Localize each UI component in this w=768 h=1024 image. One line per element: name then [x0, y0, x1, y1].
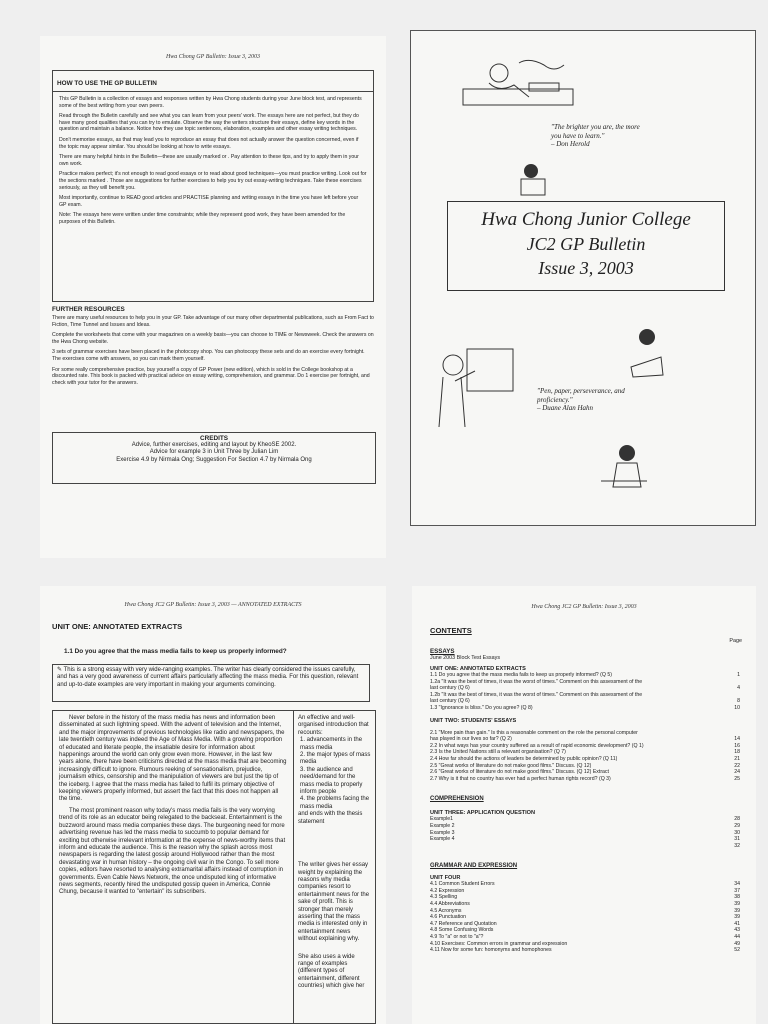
toc-entry-title: 1.2a "It was the best of times, it was the worst of times." Comment on this assessment of the: [430, 678, 643, 685]
toc-page-number: [724, 730, 740, 737]
girl-writing-illustration: [517, 161, 551, 201]
how-to-paragraph: There are many helpful hints in the Bulletin—these are usually marked or . Pay attention to these tips, and try to apply them in your own work.: [59, 154, 359, 167]
further-paragraphs: [52, 315, 374, 386]
toc-row: [430, 743, 740, 750]
unit-one-question: 1.1 Do you agree that the mass media fails to keep us properly informed?: [64, 648, 287, 655]
note-1-items: [298, 737, 371, 811]
toc-entry-title: last century (Q 6): [430, 685, 470, 692]
how-to-paragraph: Note: The essays here were written under time constraints; while they represent good work, they have been amended for the purposes of this Bulletin.: [59, 212, 346, 225]
toc-page-number: 4: [737, 685, 740, 692]
intro-text: This is a strong essay with very wide-ranging examples. The writer has clearly considered the issues carefully, and has a very good awareness of current affairs particularly affecting the mass media. For this question, relevant and up-to-date examples are very important in making your arguments convincing.: [57, 667, 359, 688]
toc-row: [430, 749, 740, 756]
toc-entry-title: 2.1 "More pain than gain." Is this a reasonable comment on the role the personal computer: [430, 729, 638, 736]
toc-row: [430, 888, 740, 895]
toc-entry-title: has played in our lives so far? (Q 2): [430, 736, 512, 743]
toc-page-number: 21: [734, 755, 740, 762]
toc-entry-title: 2.6 "Great works of literature do not make good films." Discuss. (Q 12) Extract: [430, 769, 609, 776]
note-1-item: 2. the major types of mass media: [300, 752, 371, 766]
toc-entry-title: 1.3 "Ignorance is bliss." Do you agree? (Q 8): [430, 704, 533, 711]
quote-2: [537, 387, 647, 413]
essay-body-1: Never before in the history of the mass media has news and information been disseminated at such lightning speed. With the advent of television and the Internet, and the major improvements of previous technologies like radio and newspapers, the late twentieth century was indeed the Age of Mass Media. With a growing proportion of educated and literate people, the insatiable desire for information about happenings around the world can only grow even more. However, in the last few years alone, there have been criticisms directed at the mass media that are becoming increasingly difficult to ignore. Rumours reeking of sensationalism, prejudice, journalism ethics, censorship and the manipulation of viewers are but just the tip of the iceberg. I agree that the mass media has failed to fulfil its primary objective of keeping viewers properly informed, but assert the fact that this does not happen all the time.: [59, 715, 287, 803]
reading-boy-illustration: [459, 53, 579, 111]
toc-row: [430, 881, 740, 888]
toc-page-number: 38: [734, 894, 740, 901]
toc-row: [430, 927, 740, 934]
page-contents: [412, 586, 756, 1024]
running-head: Hwa Chong JC2 GP Bulletin: Issue 3, 2003: [531, 604, 637, 610]
toc-entry-title: 2.5 "Great works of literature do not make good films." Discuss. (Q 12): [430, 762, 592, 769]
toc-entry-title: 4.2 Expression: [430, 887, 465, 894]
cover-title-line2: JC2 GP Bulletin: [526, 234, 646, 254]
toc-entry-title: 1.1 Do you agree that the mass media fails to keep us properly informed? (Q 5): [430, 672, 612, 678]
toc-row: [430, 830, 740, 837]
toc-entry-title: Example 3: [430, 829, 455, 836]
unit3-rows: [430, 816, 740, 849]
toc-entry-title: 1.2b "It was the best of times, it was the worst of times." Comment on this assessment of the: [430, 691, 643, 698]
toc-row: [430, 736, 740, 743]
toc-entry-title: 2.7 Why is it that no country has ever had a perfect human rights record? (Q 3): [430, 775, 611, 782]
toc-row: [430, 730, 740, 737]
quote-2-text: "Pen, paper, perseverance, and proficiency.": [537, 387, 625, 404]
toc-row: [430, 692, 740, 699]
pen-icon: ✎: [57, 667, 64, 673]
toc-row: [430, 823, 740, 830]
credits-line: Advice, further exercises, editing and layout by KheoSE 2002.: [131, 442, 297, 448]
toc-page-number: 22: [734, 762, 740, 769]
toc-page-number: 14: [734, 736, 740, 743]
toc-page-number: 24: [734, 769, 740, 776]
contents-title: CONTENTS: [430, 626, 472, 635]
toc-entry-title: 2.3 Is the United Nations still a relevant organisation? (Q 7): [430, 749, 566, 756]
note-1-end: and ends with the thesis statement: [298, 811, 363, 825]
unit4-rows: [430, 881, 740, 954]
toc-page-number: 31: [734, 836, 740, 843]
toc-page-number: 25: [734, 775, 740, 782]
comprehension-heading: COMPREHENSION: [430, 796, 484, 803]
toc-entry-title: Example1: [430, 816, 454, 823]
note-3: She also uses a wide range of examples (different types of entertainment, different countries) which give her: [298, 953, 365, 990]
note-1-item: 3. the audience and need/demand for the mass media to properly inform people: [300, 766, 363, 796]
toc-row: [430, 921, 740, 928]
essays-heading: ESSAYS: [430, 648, 455, 655]
unit1-rows: [430, 672, 740, 712]
essays-sub: June 2003 Block Test Essays: [430, 655, 501, 661]
page-how-to-use: [40, 36, 386, 558]
toc-page-number: 44: [734, 934, 740, 941]
unit4-heading: UNIT FOUR: [430, 875, 461, 882]
toc-page-number: [724, 679, 740, 686]
toc-row: [430, 934, 740, 941]
how-to-paragraphs: [53, 92, 373, 234]
toc-page-number: 52: [734, 947, 740, 954]
toc-row: [430, 816, 740, 823]
toc-page-number: 43: [734, 927, 740, 934]
running-head: Hwa Chong GP Bulletin: Issue 3, 2003: [165, 54, 261, 60]
toc-entry-title: 4.8 Some Confusing Words: [430, 927, 494, 934]
further-paragraph: Complete the worksheets that come with your magazines on a weekly basis—you can choose to TIME or Newsweek. Check the answers on the Hwa Chong website.: [52, 332, 374, 345]
reader-at-desk-illustration: [625, 327, 667, 379]
toc-entry-title: 4.4 Abbreviations: [430, 901, 470, 908]
further-paragraph: For some really comprehensive practice, buy yourself a copy of GP Power (new edition), which is sold in the College bookshop at a discounted rate. This book is packed with practical advice on essay writing, comprehension, and grammar. Do 1 exercise per fortnight, and check with your tutor for the answers.: [52, 366, 370, 386]
toc-row: [430, 679, 740, 686]
toc-page-number: 41: [734, 920, 740, 927]
unit-one-title: UNIT ONE: ANNOTATED EXTRACTS: [52, 622, 183, 631]
toc-row: [430, 894, 740, 901]
grammar-heading: GRAMMAR AND EXPRESSION: [430, 863, 518, 870]
toc-row: [430, 901, 740, 908]
toc-page-number: 39: [734, 901, 740, 908]
toc-entry-title: 4.6 Punctuation: [430, 914, 467, 921]
toc-page-number: 30: [734, 829, 740, 836]
teacher-at-board-illustration: [431, 343, 517, 433]
toc-row: [430, 914, 740, 921]
toc-entry-title: 2.2 In what ways has your country suffered as a result of rapid economic development? (Q 1): [430, 742, 644, 749]
toc-row: [430, 947, 740, 954]
cover-title-box: [447, 201, 725, 291]
unit2-heading: UNIT TWO: STUDENTS' ESSAYS: [430, 717, 517, 724]
toc-row: [430, 941, 740, 948]
credits-title: CREDITS: [199, 435, 229, 442]
toc-page-number: 37: [734, 887, 740, 894]
quote-1: [551, 123, 651, 149]
note-2: The writer gives her essay weight by explaining the reasons why media companies resort to entertainment news for the sake of profit. This is stronger than merely asserting that the mass media is interested only in entertainment news without explaining why.: [298, 862, 370, 943]
toc-page-number: 16: [734, 742, 740, 749]
intro-box: [52, 664, 370, 702]
toc-row: [430, 836, 740, 843]
toc-page-number: 39: [734, 907, 740, 914]
credits-box: [52, 432, 376, 484]
essay-column: [52, 710, 294, 1024]
toc-entry-title: 2.4 How far should the actions of leaders be determined by public opinion? (Q 11): [430, 755, 618, 762]
toc-page-number: 10: [734, 704, 740, 711]
unit2-rows: [430, 730, 740, 783]
toc-entry-title: 4.3 Spelling: [430, 894, 458, 901]
contents-list: [430, 648, 740, 954]
how-to-title: HOW TO USE THE GP BULLETIN: [57, 80, 157, 87]
toc-page-number: 29: [734, 822, 740, 829]
toc-page-number: 28: [734, 816, 740, 823]
toc-row: [430, 685, 740, 692]
how-to-box: [52, 70, 374, 302]
credits-lines: [53, 442, 375, 464]
quote-2-author: – Duane Alan Hahn: [537, 404, 594, 412]
toc-row: [430, 763, 740, 770]
toc-page-number: [724, 692, 740, 699]
note-1-item: 1. advancements in the mass media: [300, 737, 363, 751]
how-to-title-bar: [53, 71, 373, 92]
toc-entry-title: 4.5 Acronyms: [430, 907, 462, 914]
toc-page-number: 34: [734, 881, 740, 888]
toc-page-number: 49: [734, 940, 740, 947]
toc-row: [430, 756, 740, 763]
toc-page-number: 39: [734, 914, 740, 921]
unit3-heading: UNIT THREE: APPLICATION QUESTION: [430, 810, 536, 817]
toc-row: [430, 769, 740, 776]
page-cover: [410, 30, 756, 526]
note-1-intro: An effective and well-organised introduction that recounts:: [298, 715, 369, 736]
toc-page-number: 18: [734, 749, 740, 756]
toc-page-number: 8: [737, 698, 740, 705]
further-paragraph: There are many useful resources to help you in your GP. Take advantage of our many other departmental publications, such as From Fact to Fiction, Time Tunnel and Issues and Ideas.: [52, 315, 374, 328]
toc-entry-title: Example 2: [430, 822, 455, 829]
page-label: Page: [729, 638, 742, 644]
credits-line: Advice for example 3 in Unit Three by Julian Lim: [149, 449, 279, 456]
toc-page-number: 32: [734, 842, 740, 849]
how-to-paragraph: Practice makes perfect; it's not enough to read good essays or to read about good techniques—you must practice writing. Look out for the sections marked . Those are suggestions for further exercises to help you try out essay-writing techniques. Take these exercises seriously, as they will benefit you.: [59, 171, 367, 191]
quote-1-author: – Don Herold: [551, 140, 590, 148]
further-resources: [52, 306, 374, 390]
unit1-heading: UNIT ONE: ANNOTATED EXTRACTS: [430, 666, 526, 672]
toc-entry-title: 4.11 Now for some fun: homonyms and homophones: [430, 947, 552, 954]
how-to-paragraph: This GP Bulletin is a collection of essays and responses written by Hwa Chong students during your June block test, and represents some of the best writing from your own peers.: [59, 96, 362, 109]
toc-entry-title: [430, 843, 724, 850]
toc-entry-title: last century (Q 6): [430, 698, 470, 705]
toc-row: [430, 672, 740, 679]
cover-title-line3: Issue 3, 2003: [538, 258, 634, 278]
how-to-paragraph: Read through the Bulletin carefully and see what you can learn from your peers' work. The essays here are not perfect, but they do have many good qualities that you can try to emulate. Observe the way the writers structure their essays, define key words in the question and maintain a balance. Notice how they use topic sentences, elaboration, examples and other essay writing techniques.: [59, 113, 359, 133]
toc-entry-title: 4.7 Reference and Quotation: [430, 920, 497, 927]
notes-column: [294, 710, 376, 1024]
how-to-paragraph: Most importantly, continue to READ good articles and PRACTISE planning and writing essays in the time you have left before your GP exam.: [59, 195, 359, 208]
page-unit-one: [40, 586, 386, 1024]
toc-entry-title: Example 4: [430, 836, 455, 843]
toc-row: [430, 843, 740, 850]
note-1-item: 4. the problems facing the mass media: [300, 796, 370, 810]
running-head: Hwa Chong JC2 GP Bulletin: Issue 3, 2003 — ANNOTATED EXTRACTS: [124, 602, 302, 608]
essay-body-2: The most prominent reason why today's mass media fails is the very worrying trend of its role as an educator being relegated to the backseat. Entertainment is the buzzword around mass media companies these days. The burgeoning need for more advertising revenue has led the mass media to succumb to popular demand for exciting but otherwise irrelevant information at the expense of news-worthy items that inform and educate the audience. This is the reason why the splash across most newspapers is regarding the latest gossip around Hollywood rather than the most devastating war in human history – the ongoing civil war in the Congo. To sell more copies, editors have resorted to analysing extramarital affairs instead of corruption in governments. Even Cable News Network, the once undisputed king of informative news segments, recently hired the undisputed gossip queen in America, Connie Chung, because it wanted to "entertain" its subscribers.: [59, 807, 286, 896]
cover-title-line1: Hwa Chong Junior College: [481, 209, 691, 230]
toc-entry-title: 4.10 Exercises: Common errors in grammar and expression: [430, 940, 568, 947]
toc-row: [430, 698, 740, 705]
toc-entry-title: 4.9 To "a" or not to "a"?: [430, 934, 484, 941]
further-paragraph: 3 sets of grammar exercises have been placed in the photocopy shop. You can photocopy these sets and do an exercise every fortnight. The exercises come with answers, so you can mark them yourself.: [52, 349, 365, 362]
toc-page-number: 1: [737, 672, 740, 678]
credits-line: Exercise 4.9 by Nirmala Ong; Suggestion For Section 4.7 by Nirmala Ong: [116, 456, 312, 463]
toc-row: [430, 908, 740, 915]
quote-1-text: "The brighter you are, the more you have to learn.": [551, 123, 640, 140]
student-studying-illustration: [597, 441, 653, 501]
toc-row: [430, 705, 740, 712]
further-title: FURTHER RESOURCES: [52, 306, 125, 313]
toc-entry-title: 4.1 Common Student Errors: [430, 881, 495, 888]
toc-row: [430, 776, 740, 783]
how-to-paragraph: Don't memorise essays, as that may lead you to reproduce an essay that does not actually answer the question concerned, even if the topic may appear similar. You should be looking at how to write essays.: [59, 136, 359, 150]
